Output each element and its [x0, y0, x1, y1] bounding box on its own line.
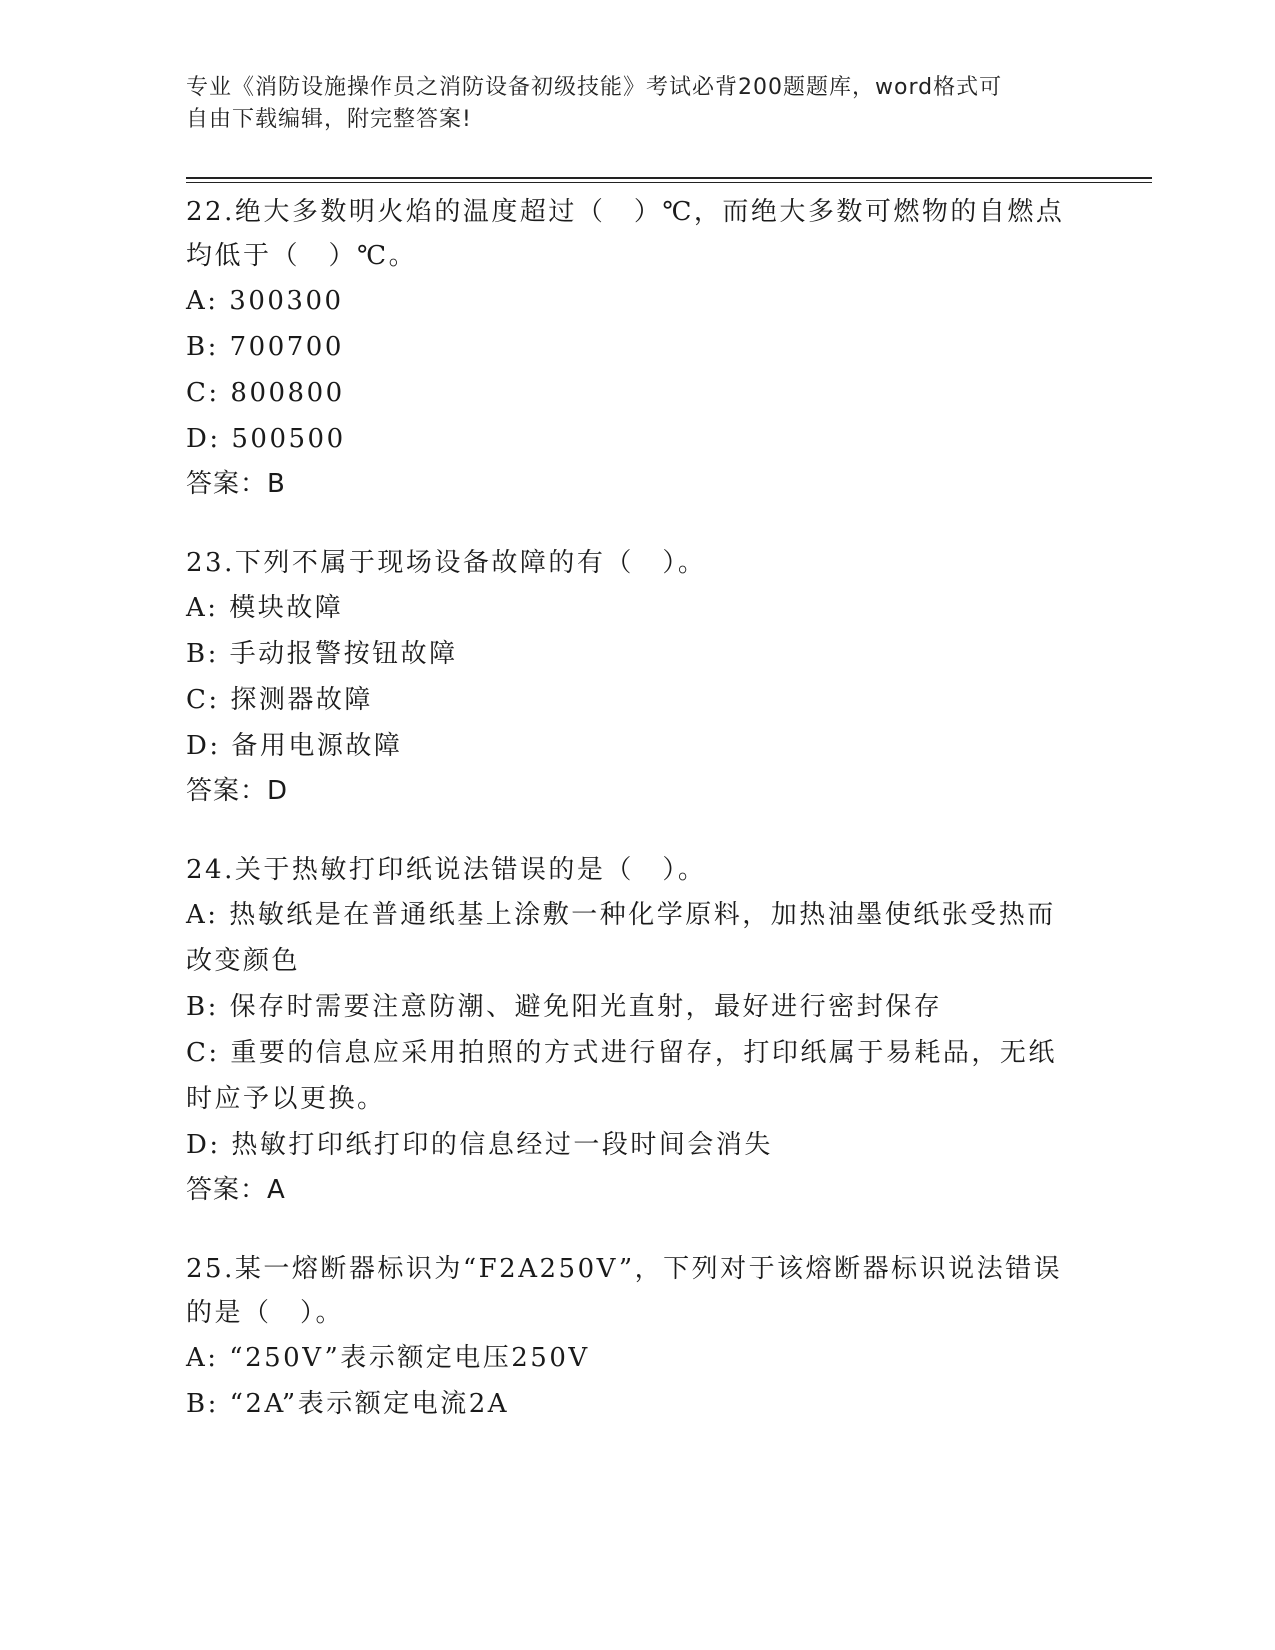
option-c: C: 探测器故障: [186, 685, 373, 715]
question-stem-line: 22.绝大多数明火焰的温度超过（ ）℃，而绝大多数可燃物的自燃点: [186, 197, 1065, 227]
option-c: C: 重要的信息应采用拍照的方式进行留存，打印纸属于易耗品，无纸: [186, 1038, 1057, 1068]
answer: 答案：D: [186, 776, 289, 806]
option-a: A: 模块故障: [186, 593, 344, 623]
question-stem-line: 的是（ ）。: [186, 1298, 345, 1328]
option-d: D: 热敏打印纸打印的信息经过一段时间会消失: [186, 1130, 773, 1160]
option-d: D: 500500: [186, 424, 346, 454]
header-divider-thick: [186, 177, 1152, 179]
question-stem-line: 23.下列不属于现场设备故障的有（ ）。: [186, 548, 707, 578]
header-line-2: 自由下载编辑，附完整答案!: [186, 107, 472, 132]
header-divider-thin: [186, 182, 1152, 183]
answer: 答案：B: [186, 469, 286, 499]
option-d: D: 备用电源故障: [186, 731, 403, 761]
option-a: A: “250V”表示额定电压250V: [186, 1343, 590, 1373]
option-c-continued: 时应予以更换。: [186, 1084, 386, 1114]
question-stem-line: 均低于（ ）℃。: [186, 241, 418, 271]
question-stem-line: 25.某一熔断器标识为“F2A250V”，下列对于该熔断器标识说法错误: [186, 1254, 1063, 1284]
option-a-continued: 改变颜色: [186, 946, 301, 976]
question-list: [186, 190, 1086, 1462]
answer: 答案：A: [186, 1175, 286, 1205]
question-22: [186, 190, 1086, 506]
option-b: B: 手动报警按钮故障: [186, 639, 458, 669]
option-b: B: 700700: [186, 332, 344, 362]
option-b: B: 保存时需要注意防潮、避免阳光直射，最好进行密封保存: [186, 992, 943, 1022]
question-25: [186, 1247, 1086, 1427]
document-header: [186, 72, 1066, 136]
option-c: C: 800800: [186, 378, 345, 408]
option-b: B: “2A”表示额定电流2A: [186, 1389, 510, 1419]
option-a: A: 热敏纸是在普通纸基上涂敷一种化学原料，加热油墨使纸张受热而: [186, 900, 1056, 930]
header-line-1: 专业《消防设施操作员之消防设备初级技能》考试必背200题题库，word格式可: [186, 75, 1003, 100]
question-24: [186, 848, 1086, 1212]
question-stem-line: 24.关于热敏打印纸说法错误的是（ ）。: [186, 855, 707, 885]
question-23: [186, 541, 1086, 813]
option-a: A: 300300: [186, 286, 344, 316]
